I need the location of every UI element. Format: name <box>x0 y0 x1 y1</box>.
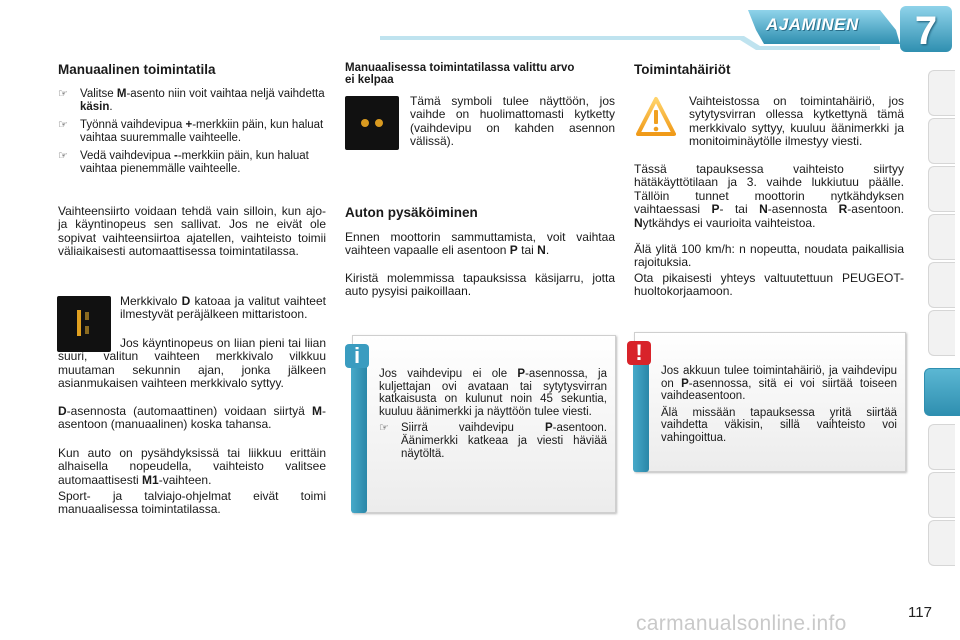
indicator-text-1: Merkkivalo D katoaa ja valitut vaihteet ilmestyvät peräjälkeen mittaristoon. <box>120 294 326 322</box>
exclamation-icon: ! <box>627 341 651 365</box>
chapter-tab[interactable] <box>928 310 955 356</box>
pointing-hand-icon: ☞ <box>58 119 68 131</box>
warning-box-paragraph: Älä missään tapauksessa yritä siirtää vaihdetta väkisin, sillä vaihteisto voi vahingoittua. <box>661 406 897 444</box>
bullet-item: ☞ Vedä vaihdevipua --merkkiin päin, kun haluat vaihtaa pienemmälle vaihteelle. <box>58 150 309 175</box>
manual-mode-bullets <box>58 88 326 181</box>
invalid-value-heading: Manuaalisessa toimintatilassa valittu arvo ei kelpaa <box>345 62 575 86</box>
chapter-tab[interactable] <box>928 118 955 164</box>
gear-change-paragraph: Vaihteensiirto voidaan tehdä vain silloin, kun ajo- ja käyntinopeus sen sallivat. Jos ne eivät ole sopivat vaihteensiirtoa ajatellen, vaihteisto toimii väliaikaisesti automaattisessa toimintatilassa. <box>58 204 326 259</box>
bullet-item: ☞ Työnnä vaihdevipua +-merkkiin päin, kun haluat vaihtaa suuremmalle vaihteelle. <box>58 119 324 144</box>
bullet-item: ☞ Valitse M-asento niin voit vaihtaa neljä vaihdetta käsin. <box>58 88 325 113</box>
pointing-hand-icon: ☞ <box>58 88 68 100</box>
watermark: carmanualsonline.info <box>636 612 847 635</box>
invalid-symbol-text: Tämä symboli tulee näyttöön, jos vaihde on huolimattomasti kytketty (vaihdevipu on kahden asennon välissä). <box>410 94 615 149</box>
chapter-tab[interactable] <box>928 262 955 308</box>
parking-paragraph-1: Ennen moottorin sammuttamista, voit vaihtaa vaihteen vapaalle eli asentoon P tai N. <box>345 230 615 258</box>
warning-box <box>634 332 906 472</box>
malfunction-paragraph-2: Älä ylitä 100 km/h: n nopeutta, noudata paikallisia rajoituksia. <box>634 242 904 270</box>
chapter-tab-active[interactable] <box>924 368 960 416</box>
info-box-paragraph: Jos vaihdevipu ei ole P-asennossa, ja kuljettajan ovi avataan tai sytytysvirran katkaisusta on kulunut noin 45 sekuntia, kuuluu äänimerkki ja näyttöön tulee viesti. <box>379 368 608 418</box>
chapter-header-banner <box>380 0 960 52</box>
chapter-tab[interactable] <box>928 70 955 116</box>
malfunction-paragraph-3: Ota pikaisesti yhteys valtuutettuun PEUGEOT-huoltokorjaamoon. <box>634 271 904 299</box>
invalid-gear-symbol-image <box>345 96 399 150</box>
chapter-title: AJAMINEN <box>766 15 859 34</box>
chapter-tab[interactable] <box>928 472 955 518</box>
info-box <box>352 335 616 513</box>
chapter-number: 7 <box>914 9 938 53</box>
section-heading-manual-mode: Manuaalinen toimintatila <box>58 62 216 77</box>
info-box-bullet: ☞ Siirrä vaihdevipu P-asentoon. Äänimerkki katkeaa ja viesti häviää näytöltä. <box>379 422 607 460</box>
parking-paragraph-2: Kiristä molemmissa tapauksissa käsijarru, jotta auto pysyisi paikoillaan. <box>345 271 615 299</box>
pointing-hand-icon: ☞ <box>58 150 68 162</box>
page-number: 117 <box>908 604 932 621</box>
section-heading-malfunctions: Toimintahäiriöt <box>634 62 731 77</box>
chapter-tab[interactable] <box>928 424 955 470</box>
d-to-m-paragraph: D-asennosta (automaattinen) voidaan siirtyä M-asentoon (manuaalinen) koska tahansa. <box>58 404 326 432</box>
warning-box-text <box>661 365 897 449</box>
section-heading-parking: Auton pysäköiminen <box>345 205 478 220</box>
m1-paragraph: Kun auto on pysähdyksissä tai liikkuu erittäin alhaisella nopeudella, vaihteisto valitsee automaattisesti M1-vaihteen. <box>58 446 326 487</box>
pointing-hand-icon: ☞ <box>379 422 389 435</box>
chapter-tab[interactable] <box>928 214 955 260</box>
chapter-tab[interactable] <box>928 166 955 212</box>
warning-box-paragraph: Jos akkuun tulee toimintahäiriö, ja vaihdevipu on P-asennossa, sitä ei voi siirtää toiseen vaihdeasentoon. <box>661 365 897 403</box>
info-box-stripe <box>351 354 367 513</box>
chapter-tab[interactable] <box>928 520 955 566</box>
sport-winter-paragraph: Sport- ja talviajo-ohjelmat eivät toimi manuaalisessa toimintatilassa. <box>58 489 326 517</box>
indicator-text-2-wrapped: Jos käyntinopeus on liian pieni tai liian suuri, valitun vaihteen merkkivalo vilkkuu muutaman sekunnin ajan, jonka jälkeen asianmukaisen vaihteen merkkivalo syttyy. <box>58 336 326 391</box>
malfunction-indicator-text: Vaihteistossa on toimintahäiriö, jos sytytysvirran ollessa kytkettynä tämä merkkivalo syttyy, kuuluu äänimerkki ja monitoiminäytölle ilmestyy viesti. <box>689 94 904 149</box>
warning-box-stripe <box>633 351 649 472</box>
info-box-text <box>379 368 607 464</box>
warning-triangle-icon <box>636 96 676 138</box>
info-icon: i <box>345 344 369 368</box>
malfunction-paragraph-1: Tässä tapauksessa vaihteisto siirtyy hätäkäyttötilaan ja 3. vaihde lukkiutuu päälle. Tällöin tunnet moottorin nytkähdyksen vaihtaessasi P- tai N-asennosta R-asentoon. Nytkähdys ei vaurioita vaihteistoa. <box>634 162 904 230</box>
